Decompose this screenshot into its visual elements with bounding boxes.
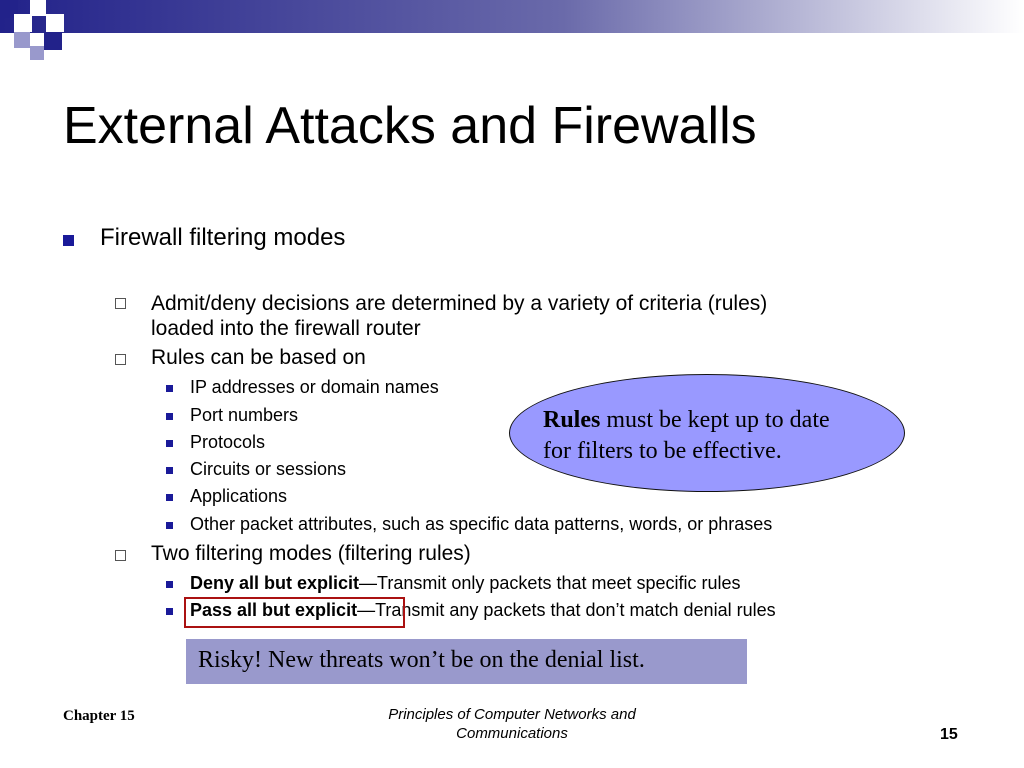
bullet-two-filtering-modes: Two filtering modes (filtering rules) (151, 542, 471, 565)
bullet-filtering-modes: Firewall filtering modes (100, 224, 346, 251)
footer-course-line2: Communications (456, 724, 568, 742)
slide-title: External Attacks and Firewalls (63, 97, 757, 155)
callout-line2: for filters to be effective. (543, 438, 782, 465)
footer-course-title (342, 706, 682, 744)
title-decoration (0, 0, 1024, 70)
criteria-item: Protocols (190, 432, 266, 452)
small-square-bullet-icon (166, 440, 173, 447)
rules-callout-text (543, 405, 893, 467)
bullet-admit-deny-line1: Admit/deny decisions are determined by a variety of criteria (rules) (151, 292, 768, 315)
footer-course-line1: Principles of Computer Networks and (388, 706, 636, 723)
callout-emphasis: Rules (543, 407, 601, 433)
hollow-square-bullet-icon (115, 298, 126, 309)
highlight-box (184, 597, 405, 628)
mode-description: —Transmit only packets that meet specific rules (359, 573, 741, 593)
criteria-item: IP addresses or domain names (190, 377, 439, 397)
criteria-item: Applications (190, 486, 288, 506)
bullet-admit-deny-line2: loaded into the firewall router (151, 317, 421, 340)
small-square-bullet-icon (166, 494, 173, 501)
mode-name: Deny all but explicit (190, 573, 360, 593)
criteria-item: Port numbers (190, 405, 299, 425)
criteria-item: Circuits or sessions (190, 459, 347, 479)
mode-deny-all-but-explicit (190, 573, 741, 594)
small-square-bullet-icon (166, 385, 173, 392)
hollow-square-bullet-icon (115, 550, 126, 561)
risky-note: Risky! New threats won’t be on the denial list. (186, 639, 747, 684)
hollow-square-bullet-icon (115, 354, 126, 365)
bullet-rules-based-on: Rules can be based on (151, 346, 366, 369)
small-square-bullet-icon (166, 581, 173, 588)
mode-name: Pass all but explicit (190, 600, 358, 620)
small-square-bullet-icon (166, 413, 173, 420)
small-square-bullet-icon (166, 522, 173, 529)
square-bullet-icon (63, 235, 74, 246)
mode-description: —Transmit any packets that don’t match denial rules (357, 600, 776, 620)
footer-chapter: Chapter 15 (63, 708, 135, 724)
small-square-bullet-icon (166, 467, 173, 474)
page-number: 15 (940, 726, 958, 743)
criteria-item: Other packet attributes, such as specific data patterns, words, or phrases (190, 514, 773, 534)
callout-line1: must be kept up to date (600, 407, 830, 433)
small-square-bullet-icon (166, 608, 173, 615)
